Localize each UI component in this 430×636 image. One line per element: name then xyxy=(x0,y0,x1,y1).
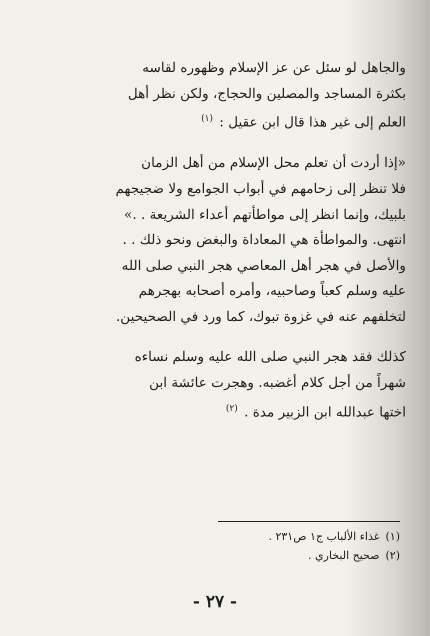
text-line: فلا تنظر إلى زحامهم في أبواب الجوامع ولا ضجيجهم xyxy=(115,180,406,197)
text-line: «إذا أردت أن تعلم محل الإسلام من أهل الزمان xyxy=(141,155,406,172)
text-line: شهراً من أجل كلام أغضبه. وهجرت عائشة ابن xyxy=(149,375,406,392)
footnote-1 xyxy=(40,527,400,546)
text-line: والأصل في هجر أهل المعاصي هجر النبي صلى الله xyxy=(121,257,406,274)
footnote-number: (١) xyxy=(385,530,400,543)
paragraph-1 xyxy=(40,56,406,136)
main-text xyxy=(40,56,406,441)
footnote-ref: (١) xyxy=(201,114,213,125)
text-line: انتهى. والمواطأة هي المعاداة والبغض ونحو ذلك . . xyxy=(122,232,406,249)
footnote-text: غذاء الألباب ج١ ص٢٣١ . xyxy=(268,530,380,543)
footnote-number: (٢) xyxy=(385,549,400,562)
text-line xyxy=(40,397,406,426)
text-line: لتخلفهم عنه في غزوة تبوك، كما ورد في الصحيحين. xyxy=(115,308,406,325)
footnote-ref: (٢) xyxy=(225,403,238,414)
footnote-divider xyxy=(218,521,400,522)
text-line: بكثرة المساجد والمصلين والحجاج، ولكن نظر أهل xyxy=(127,85,406,102)
page-number: - ٢٧ - xyxy=(192,592,238,612)
footnote-2 xyxy=(40,546,400,565)
footnotes xyxy=(40,527,400,565)
text-line-content: العلم إلى غير هذا قال ابن عقيل : xyxy=(219,114,406,131)
text-line xyxy=(40,107,406,136)
footnote-text: صحيح البخاري . xyxy=(308,549,380,562)
paragraph-3 xyxy=(40,345,406,425)
paragraph-2 xyxy=(40,151,406,330)
text-line: عليه وسلم كعباً وصاحبيه، وأمره أصحابه بهجرهم xyxy=(138,283,406,300)
text-line-content: اختها عبدالله ابن الزبير مدة . xyxy=(244,404,406,421)
text-line: بلبيك، وإنما انظر إلى مواطأتهم أعداء الشريعة . .» xyxy=(124,206,406,223)
text-line: كذلك فقد هجر النبي صلى الله عليه وسلم نساءه xyxy=(134,349,406,366)
text-line: والجاهل لو سئل عن عز الإسلام وظهوره لقاسه xyxy=(142,60,406,76)
